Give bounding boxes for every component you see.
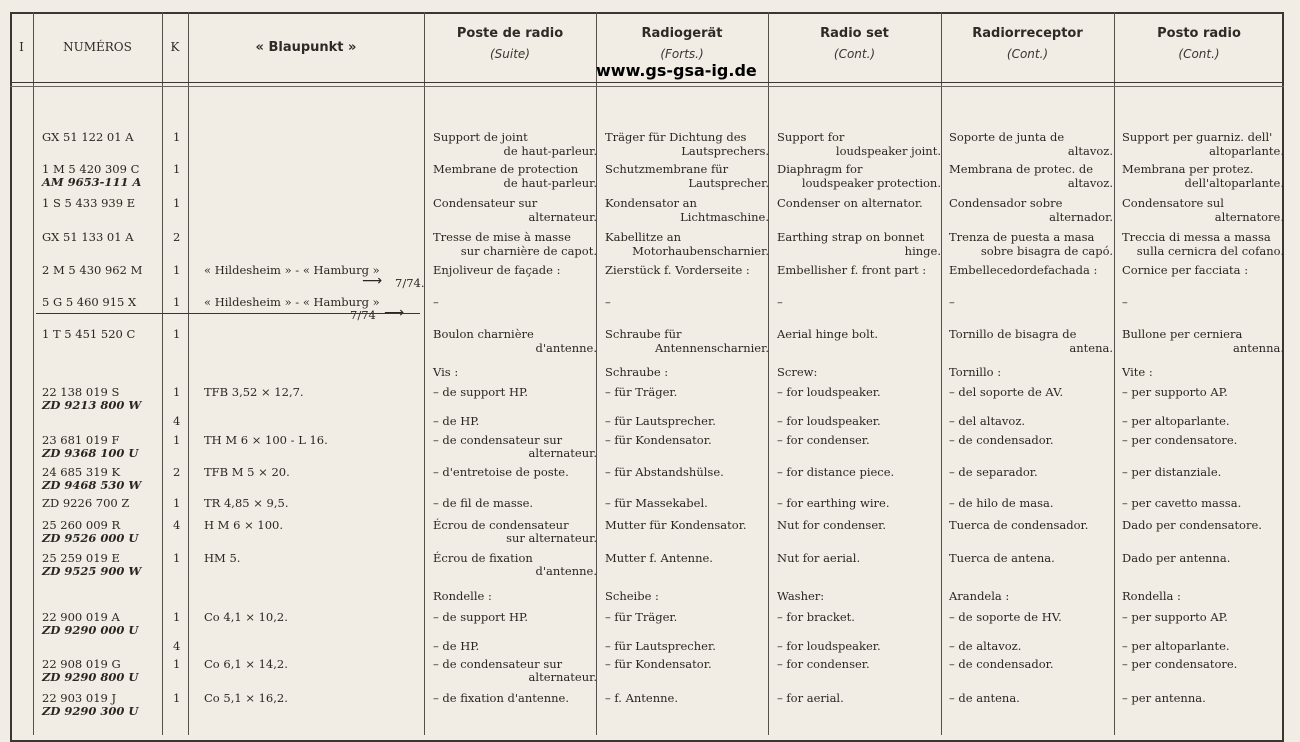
desc-line: Membrana per protez. — [1122, 162, 1254, 176]
quantity: 1 — [173, 433, 181, 447]
desc-de — [605, 196, 769, 224]
desc-fr — [433, 130, 597, 158]
desc-en: – for condenser. — [777, 657, 870, 671]
desc-es: Tuerca de antena. — [949, 551, 1055, 565]
desc-line: Lautsprechers. — [681, 144, 769, 158]
desc-fr — [433, 263, 597, 277]
desc-de — [605, 162, 769, 190]
header-divider — [10, 86, 1284, 87]
desc-it: – per condensatore. — [1122, 657, 1238, 671]
part-number-alt — [42, 175, 141, 189]
desc-line: Bullone per cerniera — [1122, 327, 1243, 341]
desc-line: de haut-parleur. — [503, 144, 597, 158]
header-lang-en — [768, 26, 941, 61]
spec-text: Co 5,1 × 16,2. — [204, 691, 288, 705]
header-lang-title: Radiorreceptor — [972, 26, 1083, 41]
column-divider — [188, 12, 189, 735]
section-heading-screw: Screw: — [777, 365, 818, 379]
header-lang-sub: (Cont.) — [1006, 47, 1049, 61]
desc-line: Treccia di messa a massa — [1122, 230, 1271, 244]
desc-it: – per antenna. — [1122, 691, 1206, 705]
part-number: 25 260 009 R — [42, 518, 121, 532]
desc-line: – — [777, 295, 783, 309]
desc-line: Schraube für — [605, 327, 682, 341]
desc-line: Embellecedordefachada : — [949, 263, 1098, 277]
desc-en: – for condenser. — [777, 433, 870, 447]
quantity: 1 — [173, 657, 181, 671]
desc-fr — [433, 230, 597, 258]
spec-text: HM 5. — [204, 551, 241, 565]
desc-de — [605, 130, 769, 158]
desc-it — [1122, 295, 1284, 309]
desc-en — [777, 295, 941, 309]
desc-es: – del altavoz. — [949, 414, 1026, 428]
desc-it — [1122, 230, 1284, 258]
header-brand: « Blaupunkt » — [255, 40, 357, 55]
spec-text: Co 4,1 × 10,2. — [204, 610, 288, 624]
desc-es — [949, 263, 1113, 277]
section-heading-screw: Schraube : — [605, 365, 669, 379]
desc-en: – for loudspeaker. — [777, 385, 881, 399]
quantity: 1 — [173, 327, 181, 341]
part-number: 25 259 019 E — [42, 551, 120, 565]
desc-es: – del soporte de AV. — [949, 385, 1064, 399]
quantity: 1 — [173, 385, 181, 399]
desc-de: – für Lautsprecher. — [605, 639, 716, 653]
column-divider — [424, 12, 425, 735]
desc-en: – for loudspeaker. — [777, 414, 881, 428]
desc-fr: – de fixation d'antenne. — [433, 691, 570, 705]
desc-de — [605, 263, 769, 277]
header-divider — [10, 82, 1284, 83]
quantity: 1 — [173, 196, 181, 210]
part-number-alt — [42, 478, 141, 492]
row-underline — [36, 313, 420, 314]
desc-en — [777, 162, 941, 190]
part-number: 23 681 019 F — [42, 433, 120, 447]
desc-line: Support per guarniz. dell' — [1122, 130, 1273, 144]
header-col-i: I — [19, 40, 24, 54]
desc-de: – für Träger. — [605, 610, 678, 624]
desc-line: alternatore. — [1214, 210, 1284, 224]
desc-de: – f. Antenne. — [605, 691, 678, 705]
desc-de: – für Massekabel. — [605, 496, 708, 510]
desc-it: – per supporto AP. — [1122, 385, 1228, 399]
part-number-alt — [42, 704, 138, 718]
section-heading-washer: Rondelle : — [433, 589, 492, 603]
desc-fr-cont: d'antenne. — [535, 564, 597, 578]
part-number: ZD 9226 700 Z — [42, 496, 130, 510]
desc-fr-cont: alternateur. — [528, 670, 597, 684]
header-lang-sub: (Cont.) — [833, 47, 876, 61]
part-number: GX 51 122 01 A — [42, 130, 134, 144]
part-number: 1 T 5 451 520 C — [42, 327, 136, 341]
quantity: 1 — [173, 610, 181, 624]
desc-it — [1122, 130, 1284, 158]
part-number-alt — [42, 564, 141, 578]
desc-es: – de separador. — [949, 465, 1038, 479]
desc-line: loudspeaker joint. — [835, 144, 941, 158]
desc-fr: – de support HP. — [433, 385, 529, 399]
desc-line: hinge. — [904, 244, 941, 258]
desc-line: Trenza de puesta a masa — [949, 230, 1095, 244]
part-number-alt — [42, 531, 138, 545]
desc-it: – per altoparlante. — [1122, 414, 1230, 428]
desc-en: – for distance piece. — [777, 465, 895, 479]
desc-de: – für Kondensator. — [605, 657, 712, 671]
desc-line: Condensateur sur — [433, 196, 538, 210]
desc-line: Earthing strap on bonnet — [777, 230, 925, 244]
section-heading-screw: Vite : — [1122, 365, 1153, 379]
desc-es: – de altavoz. — [949, 639, 1022, 653]
desc-es: – de hilo de masa. — [949, 496, 1054, 510]
desc-fr — [433, 196, 597, 224]
desc-fr: Écrou de condensateur — [433, 518, 569, 532]
desc-en — [777, 230, 941, 258]
section-heading-screw: Tornillo : — [949, 365, 1002, 379]
desc-fr — [433, 327, 597, 355]
desc-es: Tuerca de condensador. — [949, 518, 1089, 532]
desc-line: alternador. — [1049, 210, 1113, 224]
quantity: 1 — [173, 130, 181, 144]
desc-es — [949, 196, 1113, 224]
desc-line: altoparlante. — [1209, 144, 1284, 158]
desc-line: Embellisher f. front part : — [777, 263, 927, 277]
header-lang-sub: (Suite) — [489, 47, 530, 61]
quantity: 4 — [173, 518, 181, 532]
desc-fr — [433, 295, 597, 309]
desc-es: – de condensador. — [949, 657, 1054, 671]
desc-line: Zierstück f. Vorderseite : — [605, 263, 750, 277]
spec-date: 7/74 — [350, 308, 376, 322]
header-lang-title: Radiogerät — [641, 26, 723, 41]
desc-line: Aerial hinge bolt. — [777, 327, 879, 341]
spec-text: H M 6 × 100. — [204, 518, 283, 532]
desc-line: d'antenne. — [535, 341, 597, 355]
desc-fr: – de HP. — [433, 639, 480, 653]
part-number-alt-text: ZD 9213 800 W — [42, 398, 142, 412]
quantity: 1 — [173, 162, 181, 176]
desc-line: Support for — [777, 130, 845, 144]
desc-en: Nut for aerial. — [777, 551, 861, 565]
desc-fr-cont: sur alternateur. — [506, 531, 597, 545]
desc-es — [949, 327, 1113, 355]
desc-fr: – d'entretoise de poste. — [433, 465, 569, 479]
column-divider — [162, 12, 163, 735]
header-lang-sub: (Forts.) — [660, 47, 704, 61]
desc-line: Lichtmaschine. — [680, 210, 769, 224]
header-lang-title: Radio set — [820, 26, 889, 41]
spec-text: TFB 3,52 × 12,7. — [204, 385, 304, 399]
quantity: 2 — [173, 230, 181, 244]
header-lang-sub: (Cont.) — [1178, 47, 1220, 61]
part-number-alt-text: ZD 9525 900 W — [42, 564, 142, 578]
section-heading-washer: Scheibe : — [605, 589, 659, 603]
part-number-alt-text: ZD 9368 100 U — [42, 446, 139, 460]
desc-line: sur charnière de capot. — [460, 244, 597, 258]
desc-de — [605, 327, 769, 355]
header-lang-title: Poste de radio — [456, 26, 564, 41]
quantity: 1 — [173, 295, 181, 309]
quantity: 1 — [173, 496, 181, 510]
desc-de: Mutter für Kondensator. — [605, 518, 747, 532]
desc-line: Boulon charnière — [433, 327, 534, 341]
part-number-alt — [42, 623, 138, 637]
desc-de — [605, 230, 769, 258]
desc-fr-cont: alternateur. — [528, 446, 597, 460]
desc-en: – for earthing wire. — [777, 496, 890, 510]
desc-line: sobre bisagra de capó. — [980, 244, 1113, 258]
desc-line: dell'altoparlante. — [1184, 176, 1284, 190]
quantity: 2 — [173, 465, 181, 479]
desc-line: Kabellitze an — [605, 230, 682, 244]
desc-fr: – de fil de masse. — [433, 496, 534, 510]
desc-es — [949, 295, 1113, 309]
desc-de: – für Träger. — [605, 385, 678, 399]
desc-it — [1122, 263, 1284, 277]
desc-it: – per supporto AP. — [1122, 610, 1228, 624]
part-number-alt — [42, 670, 138, 684]
desc-es: – de soporte de HV. — [949, 610, 1062, 624]
desc-line: – — [949, 295, 955, 309]
part-number: 1 S 5 433 939 E — [42, 196, 136, 210]
spec-text: « Hildesheim » - « Hamburg » — [204, 295, 380, 309]
part-number: 24 685 319 K — [42, 465, 121, 479]
desc-line: Antennenscharnier. — [654, 341, 769, 355]
desc-en: Nut for condenser. — [777, 518, 887, 532]
desc-line: Träger für Dichtung des — [605, 130, 747, 144]
desc-it: Dado per antenna. — [1122, 551, 1231, 565]
column-divider — [596, 12, 597, 735]
header-k: K — [170, 40, 180, 54]
desc-line: – — [433, 295, 439, 309]
desc-en — [777, 327, 941, 341]
desc-fr: – de support HP. — [433, 610, 529, 624]
desc-line: Support de joint — [433, 130, 528, 144]
quantity: 4 — [173, 414, 181, 428]
desc-it: – per cavetto massa. — [1122, 496, 1242, 510]
desc-es: – de condensador. — [949, 433, 1054, 447]
desc-line: antenna. — [1232, 341, 1284, 355]
desc-line: Schutzmembrane für — [605, 162, 729, 176]
desc-line: – — [605, 295, 611, 309]
desc-de: – für Abstandshülse. — [605, 465, 724, 479]
desc-line: Membrana de protec. de — [949, 162, 1094, 176]
part-number-alt-text: ZD 9290 000 U — [42, 623, 139, 637]
quantity: 1 — [173, 551, 181, 565]
desc-fr: – de condensateur sur — [433, 433, 563, 447]
spec-date: 7/74. — [395, 276, 425, 290]
desc-fr — [433, 162, 597, 190]
desc-it — [1122, 196, 1284, 224]
desc-de: Mutter f. Antenne. — [605, 551, 713, 565]
desc-en — [777, 263, 941, 277]
part-number: 22 900 019 A — [42, 610, 120, 624]
desc-line: de haut-parleur. — [503, 176, 597, 190]
desc-de: – für Kondensator. — [605, 433, 712, 447]
desc-es — [949, 230, 1113, 258]
column-divider — [33, 12, 34, 735]
header-numeros: NUMÉROS — [63, 40, 132, 54]
part-number: 22 903 019 J — [42, 691, 117, 705]
desc-it — [1122, 162, 1284, 190]
column-divider — [941, 12, 942, 735]
part-number-alt-text: ZD 9290 300 U — [42, 704, 139, 718]
desc-line: Lautsprecher. — [688, 176, 769, 190]
desc-fr: Écrou de fixation — [433, 551, 533, 565]
spec-text: TR 4,85 × 9,5. — [204, 496, 289, 510]
desc-line: Kondensator an — [605, 196, 697, 210]
part-number-alt-text: AM 9653-111 A — [42, 175, 142, 189]
quantity: 1 — [173, 691, 181, 705]
header-lang-es — [941, 26, 1114, 61]
part-number-alt — [42, 398, 141, 412]
spec-text: Co 6,1 × 14,2. — [204, 657, 288, 671]
desc-it — [1122, 327, 1284, 355]
desc-line: Enjoliveur de façade : — [433, 263, 561, 277]
section-heading-washer: Arandela : — [949, 589, 1010, 603]
desc-line: Condensatore sul — [1122, 196, 1224, 210]
desc-line: Diaphragm for — [777, 162, 863, 176]
desc-line: alternateur. — [528, 210, 597, 224]
part-number: 5 G 5 460 915 X — [42, 295, 137, 309]
desc-line: Membrane de protection — [433, 162, 579, 176]
spec-text: TFB M 5 × 20. — [204, 465, 290, 479]
part-number: GX 51 133 01 A — [42, 230, 134, 244]
part-number: 22 138 019 S — [42, 385, 120, 399]
spec-text: TH M 6 × 100 - L 16. — [204, 433, 328, 447]
desc-it: – per distanziale. — [1122, 465, 1222, 479]
desc-en: – for loudspeaker. — [777, 639, 881, 653]
desc-en: – for bracket. — [777, 610, 855, 624]
section-heading-screw: Vis : — [433, 365, 459, 379]
section-heading-washer: Washer: — [777, 589, 825, 603]
part-number: 2 M 5 430 962 M — [42, 263, 143, 277]
section-heading-washer: Rondella : — [1122, 589, 1181, 603]
quantity: 4 — [173, 639, 181, 653]
desc-line: Tresse de mise à masse — [433, 230, 571, 244]
part-number-alt — [42, 446, 138, 460]
desc-en — [777, 130, 941, 158]
desc-en — [777, 196, 941, 210]
desc-line: loudspeaker protection. — [801, 176, 941, 190]
header-lang-fr — [424, 26, 596, 61]
desc-line: altavoz. — [1067, 176, 1113, 190]
part-number: 22 908 019 G — [42, 657, 121, 671]
spec-text: « Hildesheim » - « Hamburg » — [204, 263, 380, 277]
desc-it: Dado per condensatore. — [1122, 518, 1262, 532]
desc-line: altavoz. — [1067, 144, 1113, 158]
arrow-icon: ⟶ — [362, 273, 383, 289]
desc-line: Condenser on alternator. — [777, 196, 923, 210]
part-number-alt-text: ZD 9526 000 U — [42, 531, 139, 545]
part-number-alt-text: ZD 9290 800 U — [42, 670, 139, 684]
desc-es: – de antena. — [949, 691, 1020, 705]
arrow-icon: ⟶ — [384, 305, 405, 321]
desc-line: Cornice per facciata : — [1122, 263, 1249, 277]
desc-it: – per altoparlante. — [1122, 639, 1230, 653]
desc-en: – for aerial. — [777, 691, 844, 705]
desc-fr: – de HP. — [433, 414, 480, 428]
desc-fr: – de condensateur sur — [433, 657, 563, 671]
desc-de — [605, 295, 769, 309]
header-lang-de — [596, 26, 768, 61]
desc-line: Motorhaubenscharnier. — [632, 244, 769, 258]
header-lang-it — [1114, 26, 1284, 61]
desc-es — [949, 130, 1113, 158]
desc-line: Condensador sobre — [949, 196, 1063, 210]
desc-line: antena. — [1069, 341, 1113, 355]
desc-line: – — [1122, 295, 1128, 309]
desc-it: – per condensatore. — [1122, 433, 1238, 447]
column-divider — [1114, 12, 1115, 735]
desc-es — [949, 162, 1113, 190]
desc-line: Tornillo de bisagra de — [949, 327, 1077, 341]
desc-line: sulla cernicra del cofano. — [1136, 244, 1284, 258]
watermark-url: www.gs-gsa-ig.de — [596, 61, 757, 80]
column-divider — [768, 12, 769, 735]
quantity: 1 — [173, 263, 181, 277]
desc-de: – für Lautsprecher. — [605, 414, 716, 428]
header-lang-title: Posto radio — [1157, 26, 1241, 41]
desc-line: Soporte de junta de — [949, 130, 1065, 144]
part-number: 1 M 5 420 309 C — [42, 162, 140, 176]
part-number-alt-text: ZD 9468 530 W — [42, 478, 142, 492]
